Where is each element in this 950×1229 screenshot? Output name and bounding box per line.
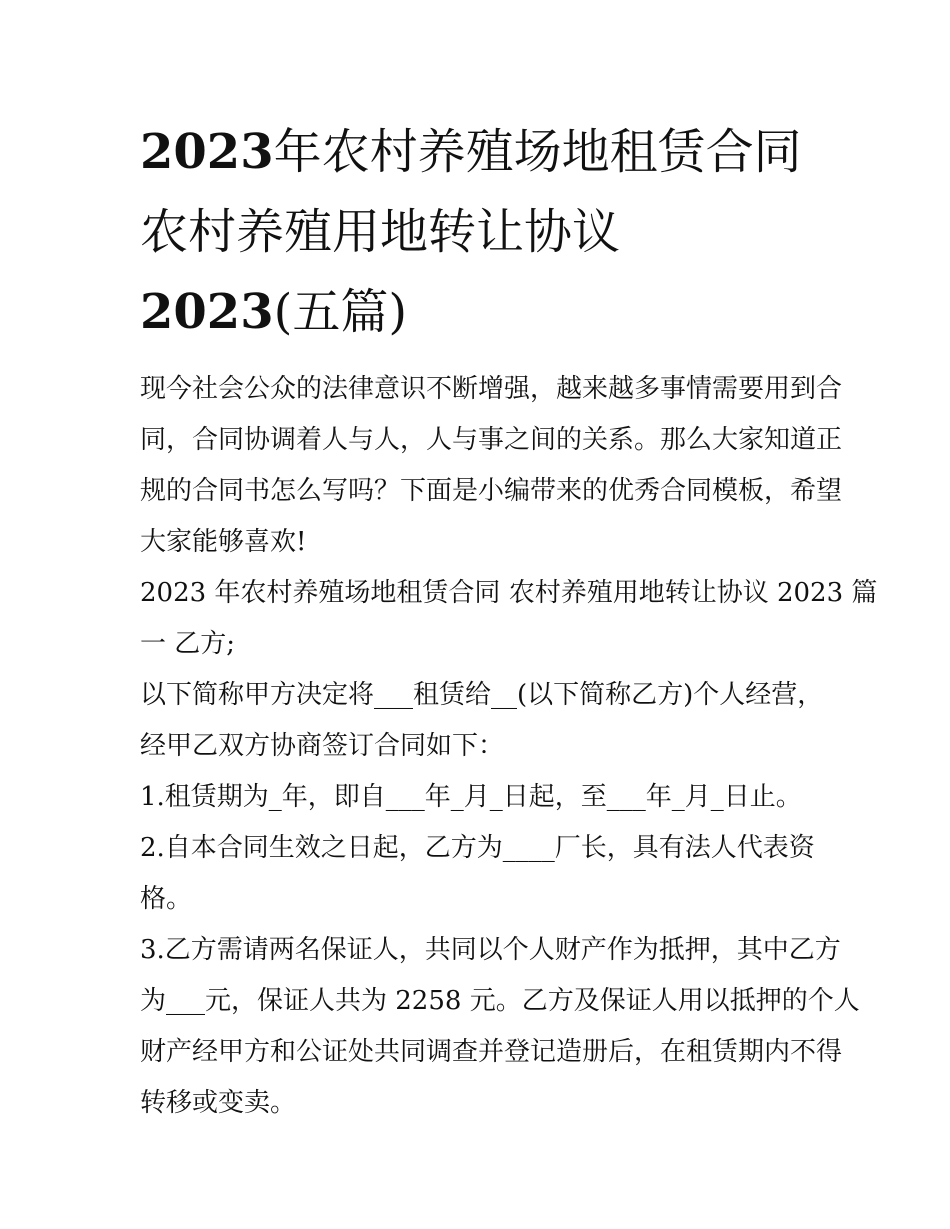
clause-3 [140, 925, 860, 1129]
text-line: 格。 [140, 884, 193, 914]
text-line: 转移或变卖。 [140, 1088, 297, 1118]
document-title [140, 112, 820, 352]
title-line-2: 农村养殖用地转让协议 [140, 204, 621, 260]
text-line: 同，合同协调着人与人，人与事之间的关系。那么大家知道正 [140, 425, 843, 455]
intro-paragraph [140, 364, 843, 568]
title-year: 2023 [140, 124, 274, 180]
title-line-1 [140, 112, 820, 192]
text-line: 2.自本合同生效之日起，乙方为____厂长，具有法人代表资 [140, 833, 815, 863]
agreement-intro-paragraph [140, 670, 824, 772]
title-suffix: (五篇) [273, 284, 408, 340]
title-line-3 [140, 272, 820, 352]
document-body [140, 364, 878, 1129]
clause-1 [140, 772, 820, 823]
clause-2 [140, 823, 820, 925]
document-content [140, 112, 878, 1129]
text-line: 以下简称甲方决定将___租赁给__(以下简称乙方)个人经营， [140, 680, 824, 710]
text-line: 3.乙方需请两名保证人，共同以个人财产作为抵押，其中乙方 [140, 935, 841, 965]
text-line: 一 乙方; [140, 629, 236, 659]
section-heading-paragraph [140, 568, 878, 670]
text-line: 为___元，保证人共为 2258 元。乙方及保证人用以抵押的个人 [140, 986, 860, 1016]
text-line: 1.租赁期为_年，即自___年_月_日起，至___年_月_日止。 [140, 782, 802, 812]
text-line: 经甲乙双方协商签订合同如下： [140, 731, 505, 761]
text-line: 规的合同书怎么写吗？下面是小编带来的优秀合同模板，希望 [140, 476, 843, 506]
text-line: 2023 年农村养殖场地租赁合同 农村养殖用地转让协议 2023 篇 [140, 578, 878, 608]
title-text: 年农村养殖场地租赁合同 [273, 124, 802, 180]
text-line: 大家能够喜欢! [140, 527, 307, 557]
title-year-2: 2023 [140, 284, 274, 340]
text-line: 财产经甲方和公证处共同调查并登记造册后，在租赁期内不得 [140, 1037, 843, 1067]
text-line: 现今社会公众的法律意识不断增强，越来越多事情需要用到合 [140, 374, 843, 404]
